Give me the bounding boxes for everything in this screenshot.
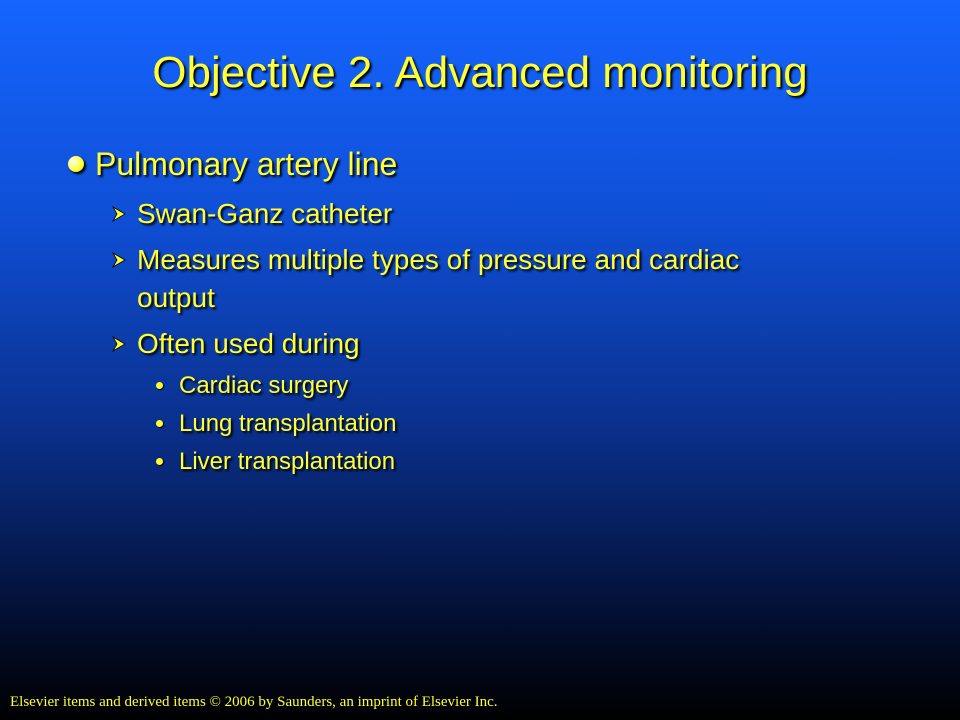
sub-bullet-cardiac-surgery: Cardiac surgery [179,372,349,399]
bullet-measures-pressure-line1: Measures multiple types of pressure and cardiac [137,244,740,275]
dot-bullet-icon [156,458,163,465]
bullet-swan-ganz-catheter: Swan-Ganz catheter [137,198,393,229]
sub-bullet-lung-transplantation: Lung transplantation [179,410,397,437]
sub-bullet-liver-transplantation: Liver transplantation [179,448,396,475]
slide-title: Objective 2. Advanced monitoring [152,48,808,97]
dot-bullet-icon [156,382,163,389]
bullet-often-used-during: Often used during [137,328,360,359]
copyright-footer: Elsevier items and derived items © 2006 by Saunders, an imprint of Elsevier Inc. [10,694,498,710]
arrowhead-bullet-icon [112,206,126,222]
bullet-pulmonary-artery-line: Pulmonary artery line [95,146,398,182]
bullet-measures-pressure-line2: output [137,282,215,313]
arrowhead-bullet-icon [112,336,126,352]
arrowhead-bullet-icon [112,252,126,268]
round-bullet-icon [68,156,84,172]
dot-bullet-icon [156,420,163,427]
